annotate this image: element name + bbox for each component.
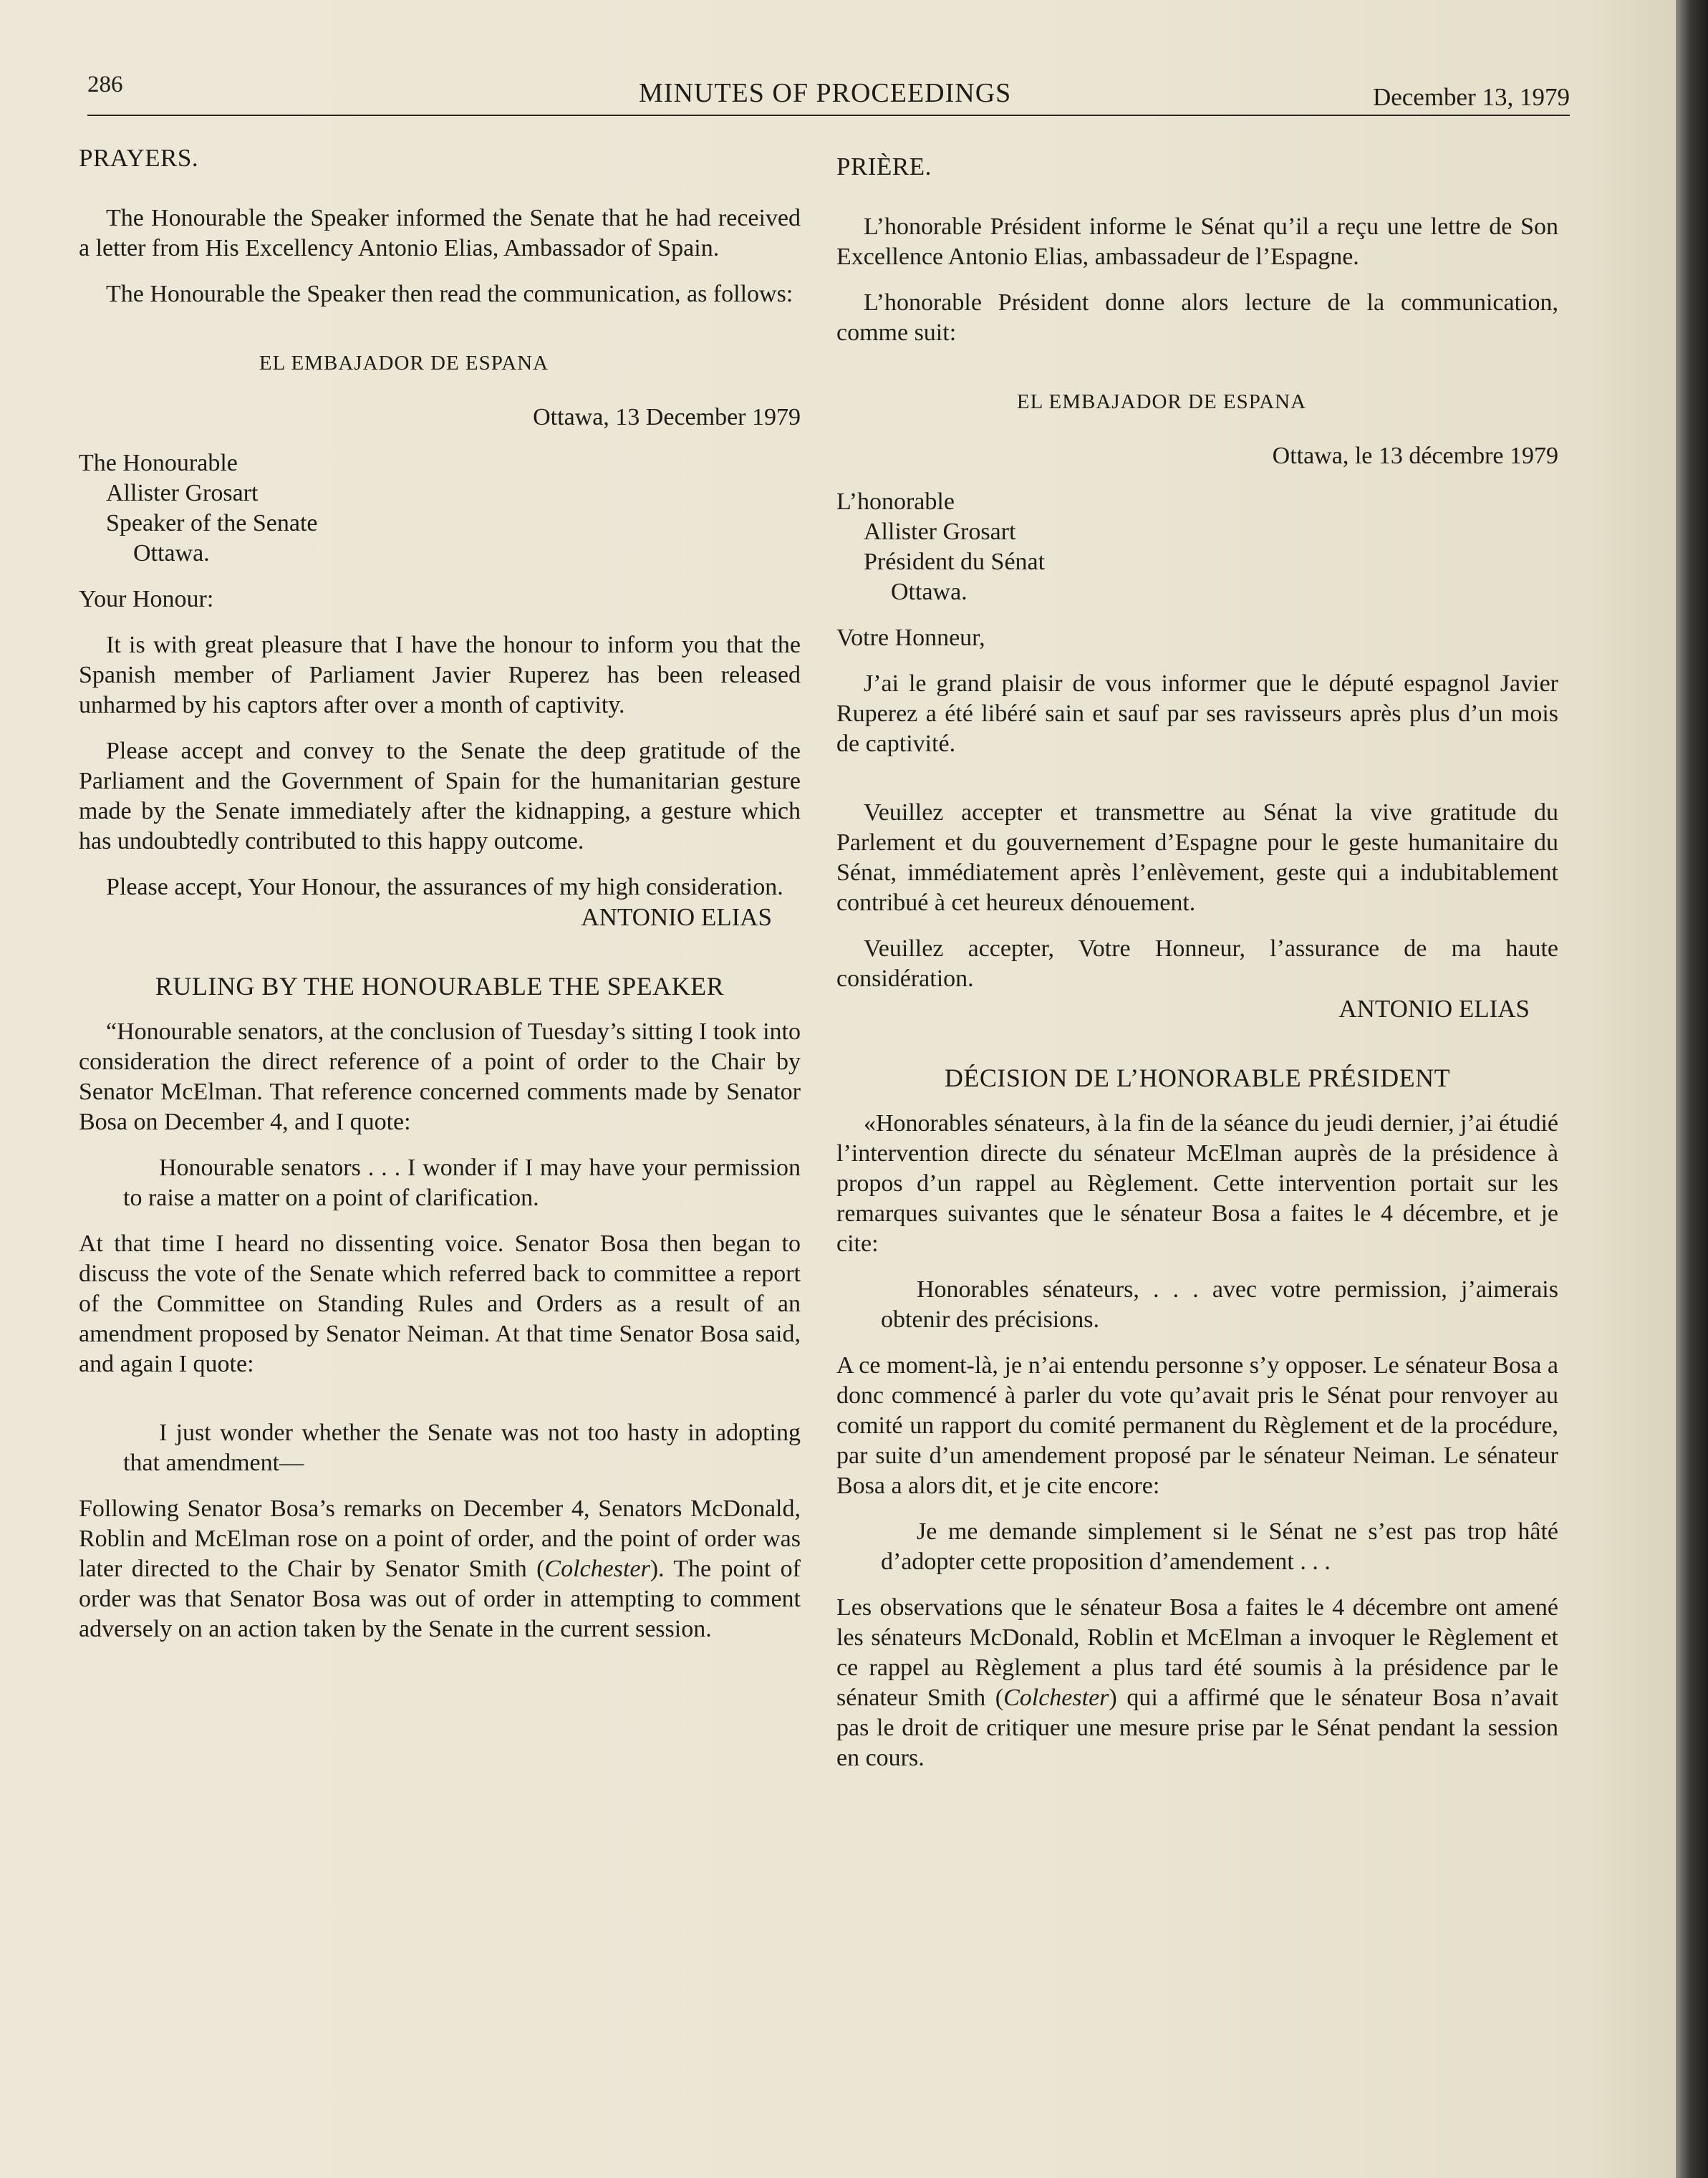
paragraph: Veuillez accepter et transmettre au Sénat la vive gratitude du Parlement et du gouvernement d’Espagne pour le geste humanitaire du Sénat, immédiatement après l’enlèvement, geste qui a indubitablement contribué à cet heureux dénouement. [836,799,1558,916]
running-title: MINUTES OF PROCEEDINGS [639,78,1012,108]
paragraph [79,1494,801,1644]
paragraph: L’honorable Président donne alors lecture de la communication, comme suit: [836,289,1558,346]
address-line: Ottawa. [133,540,210,567]
paragraph: Please accept, Your Honour, the assurances of my high consideration. [106,874,783,900]
address-block [836,487,1558,607]
paragraph: «Honorables sénateurs, à la fin de la séance du jeudi dernier, j’ai étudié l’intervention directe du sénateur McElman auprès de la présidence à propos d’un rappel au Règlement. Cette intervention portait sur les remarques suivantes que le sénateur Bosa a faites le 4 décembre, et je cite: [836,1110,1558,1257]
french-column [836,152,1558,1773]
header-date: December 13, 1979 [1372,83,1570,111]
letterhead: EL EMBAJADOR DE ESPANA [259,352,549,375]
paragraph: The Honourable the Speaker then read the communication, as follows: [106,281,793,307]
page-binding-edge [1676,0,1708,2178]
address-line: The Honourable [79,450,238,476]
prayers-heading: PRAYERS. [79,144,199,172]
paragraph: Please accept and convey to the Senate the deep gratitude of the Parliament and the Government of Spain for the humanitarian gesture made by the Senate immediately after the kidnapping, a gesture which has undoubtedly contributed to this happy outcome. [79,738,801,854]
section-heading: DÉCISION DE L’HONORABLE PRÉSIDENT [944,1064,1451,1092]
page-number: 286 [87,72,123,97]
italic-run: Colchester [1003,1685,1109,1711]
section-heading: RULING BY THE HONOURABLE THE SPEAKER [155,972,725,1001]
text-run: Following Senator Bosa’s remarks on December 4, Senators McDonald, Roblin and McElman rose on a point of order, and the point of order was later directed to the Chair by Senator Smith ( [79,1495,801,1582]
paragraph: J’ai le grand plaisir de vous informer que le député espagnol Javier Ruperez a été libéré sain et sauf par ses ravisseurs après plus d’un mois de captivité. [836,670,1558,757]
salutation: Your Honour: [79,586,214,612]
priere-heading: PRIÈRE. [836,153,932,180]
block-quote: Je me demande simplement si le Sénat ne s’est pas trop hâté d’adopter cette proposition d’amendement . . . [881,1518,1558,1575]
address-line: Speaker of the Senate [106,510,318,536]
text-run: ) qui a affirmé que le sénateur Bosa n’avait pas le droit de critiquer une mesure prise par le Sénat pendant la session en cours. [836,1685,1558,1771]
paragraph [836,1593,1558,1773]
letterhead: EL EMBAJADOR DE ESPANA [1016,390,1307,413]
page-header [87,69,1570,116]
italic-run: Colchester [544,1556,650,1582]
letter-date: Ottawa, 13 December 1979 [533,404,801,430]
block-quote: I just wonder whether the Senate was not too hasty in adopting that amendment— [123,1420,801,1476]
text-run: Les observations que le sénateur Bosa a faites le 4 décembre ont amené les sénateurs McDonald, Roblin et McElman a invoquer le Règlement et ce rappel au Règlement a plus tard été soumis à la présidence par le sénateur Smith ( [836,1594,1558,1711]
address-line: Président du Sénat [864,549,1046,575]
english-column [79,143,801,1644]
salutation: Votre Honneur, [836,625,985,651]
paragraph: “Honourable senators, at the conclusion of Tuesday’s sitting I took into consideration the direct reference of a point of order to the Chair by Senator McElman. That reference concerned comments made by Senator Bosa on December 4, and I quote: [79,1018,801,1135]
paragraph: The Honourable the Speaker informed the Senate that he had received a letter from His Excellency Antonio Elias, Ambassador of Spain. [79,205,801,261]
paragraph: L’honorable Président informe le Sénat qu’il a reçu une lettre de Son Excellence Antonio Elias, ambassadeur de l’Espagne. [836,213,1558,270]
block-quote: Honorables sénateurs, . . . avec votre permission, j’aimerais obtenir des précisions. [881,1276,1558,1333]
paragraph: A ce moment-là, je n’ai entendu personne s’y opposer. Le sénateur Bosa a donc commencé à parler du vote qu’avait pris le Sénat pour renvoyer au comité un rapport du comité permanent du Règlement et de la procédure, par suite d’un amendement proposé par le sénateur Neiman. Le sénateur Bosa a alors dit, et je cite encore: [836,1352,1558,1499]
letter-date: Ottawa, le 13 décembre 1979 [1272,443,1558,469]
paragraph: Veuillez accepter, Votre Honneur, l’assurance de ma haute considération. [836,935,1558,992]
signature: ANTONIO ELIAS [581,903,772,931]
address-line: Allister Grosart [864,519,1016,545]
block-quote: Honourable senators . . . I wonder if I may have your permission to raise a matter on a point of clarification. [123,1155,801,1211]
address-line: Allister Grosart [106,480,259,506]
address-line: Ottawa. [891,579,968,605]
address-block [79,448,801,569]
paragraph: It is with great pleasure that I have the honour to inform you that the Spanish member of Parliament Javier Ruperez has been released unharmed by his captors after over a month of captivity. [79,632,801,718]
signature: ANTONIO ELIAS [1338,995,1530,1023]
paragraph: At that time I heard no dissenting voice. Senator Bosa then began to discuss the vote of the Senate which referred back to committee a report of the Committee on Standing Rules and Orders as a result of an amendment proposed by Senator Neiman. At that time Senator Bosa said, and again I quote: [79,1230,801,1377]
address-line: L’honorable [836,488,955,515]
text-run: ). The point of order was that Senator Bosa was out of order in attempting to comment adversely on an action taken by the Senate in the current session. [79,1556,801,1642]
